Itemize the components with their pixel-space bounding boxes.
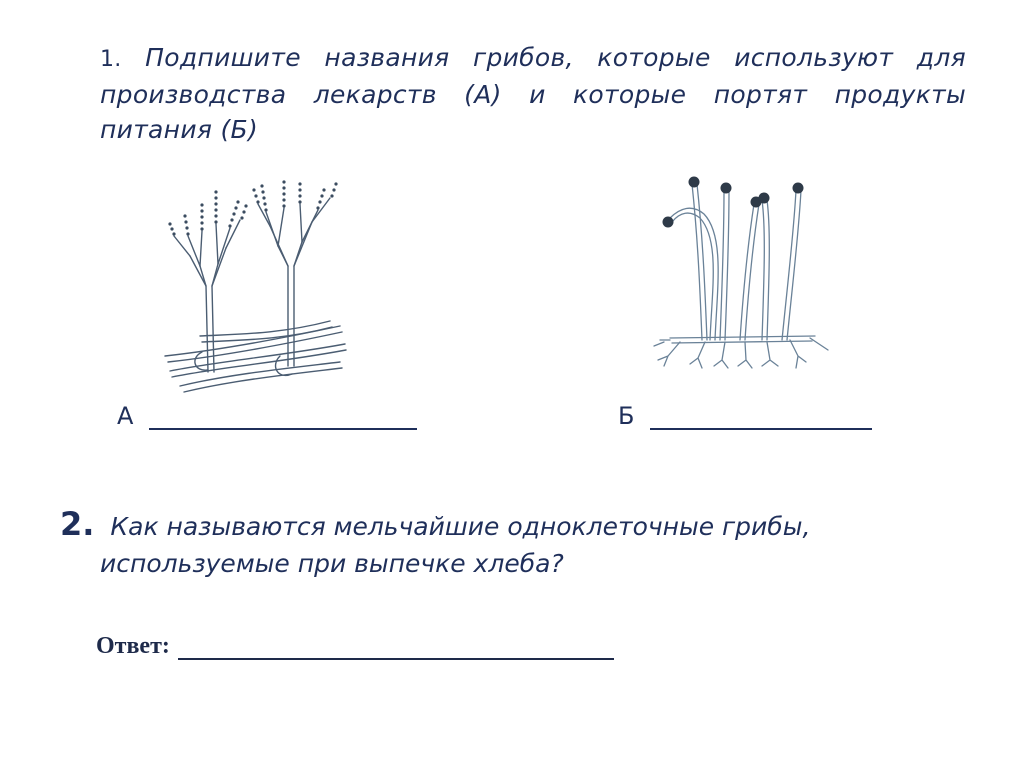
question-2-number: 2. [60,505,95,543]
question-2-line2: используемые при выпечке хлеба? [100,549,564,578]
question-1 [100,40,966,147]
question-2 [60,506,960,582]
answer-a-blank-line[interactable] [149,400,417,430]
answer-2-label: Ответ: [96,633,170,659]
answer-a [117,400,417,430]
answer-2 [96,632,614,660]
penicillium-mold-drawing-icon [160,176,350,396]
mucor-mold-drawing-icon [650,170,830,370]
answer-b-blank-line[interactable] [650,400,872,430]
penicillium-figure [160,176,350,396]
answer-b [618,400,872,430]
answer-b-label: Б [618,402,635,430]
answer-2-blank-line[interactable] [178,632,614,660]
answer-a-label: А [117,402,134,430]
question-1-number: 1. [100,47,122,72]
question-1-text: Подпишите названия грибов, которые используют для производства лекарств (А) и которые портят продукты питания (Б) [100,43,966,144]
question-2-line1: Как называются мельчайшие одноклеточные грибы, [110,512,811,541]
mucor-figure [650,170,830,370]
